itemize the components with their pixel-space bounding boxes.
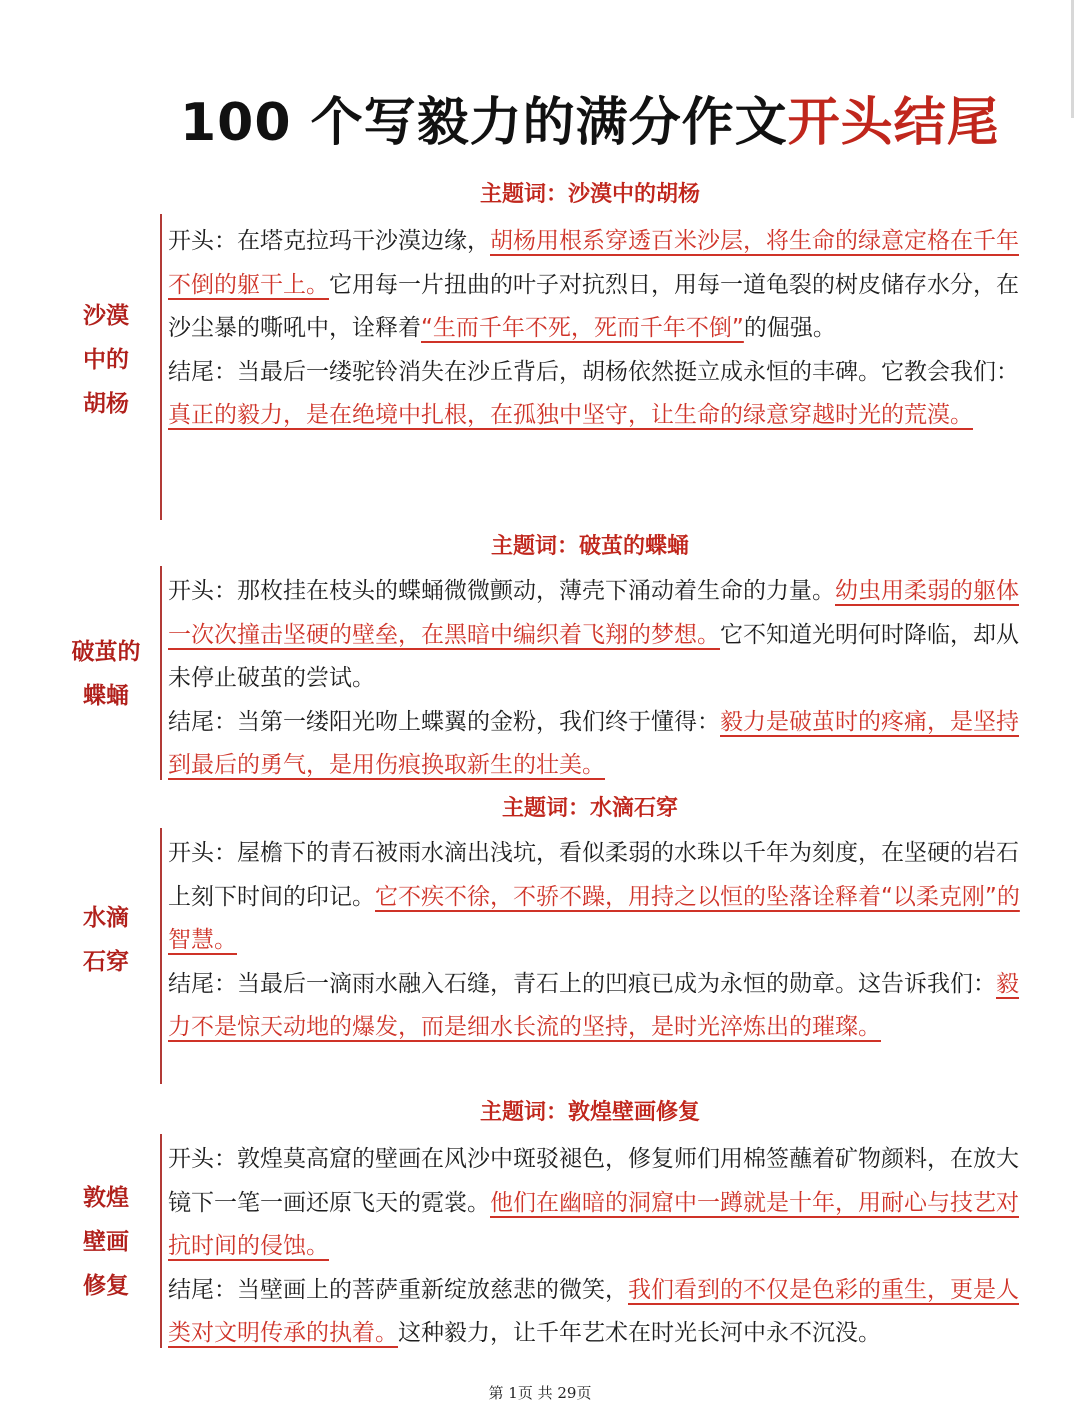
section-body <box>168 832 1020 1050</box>
opening-paragraph <box>168 832 1020 963</box>
opening-label: 开头： <box>168 578 237 604</box>
ending-paragraph <box>168 351 1020 438</box>
ending-text-after: 这种毅力，让千年艺术在时光长河中永不沉没。 <box>398 1320 881 1346</box>
section-body <box>168 220 1020 438</box>
opening-highlight: 幼虫用柔弱的躯体一次次撞击坚硬的壁垒，在黑暗中编织着飞翔的梦想。 <box>168 578 1019 648</box>
section-side-label <box>66 630 146 718</box>
theme-heading: 主题词：敦煌壁画修复 <box>479 1100 700 1125</box>
section-rail <box>160 566 162 780</box>
side-label-line: 中的 <box>83 347 129 373</box>
ending-label: 结尾： <box>168 708 237 735</box>
opening-label: 开头： <box>168 228 237 254</box>
side-label-line: 石穿 <box>83 949 129 975</box>
section-rail <box>160 1134 162 1348</box>
side-label-line: 破茧的 <box>71 639 141 665</box>
opening-highlight: 他们在幽暗的洞窟中一蹲就是十年，用耐心与技艺对抗时间的侵蚀。 <box>168 1189 1019 1259</box>
side-label-line: 沙漠 <box>83 303 129 329</box>
opening-text-after: 它不知道光明何时降临，却从未停止破茧的尝试。 <box>168 621 1019 691</box>
opening-highlight: 胡杨用根系穿透百米沙层，将生命的绿意定格在千年不倒的躯干上。 <box>168 228 1019 298</box>
section-side-label <box>66 1176 146 1308</box>
ending-paragraph <box>168 1269 1020 1356</box>
opening-highlight: 它不疾不徐，不骄不躁，用持之以恒的坠落诠释着“以柔克刚”的智慧。 <box>168 883 1020 953</box>
ending-highlight: 毅力是破茧时的疼痛，是坚持到最后的勇气，是用伤痕换取新生的壮美。 <box>168 708 1019 778</box>
section-side-label <box>66 294 146 426</box>
section-body <box>168 570 1020 788</box>
theme-heading: 主题词：沙漠中的胡杨 <box>479 182 700 207</box>
section-rail <box>160 828 162 1084</box>
opening-text-end: 的倔强。 <box>743 315 836 341</box>
side-label-line: 胡杨 <box>83 391 129 417</box>
ending-highlight: 真正的毅力，是在绝境中扎根，在孤独中坚守，让生命的绿意穿越时光的荒漠。 <box>168 402 973 428</box>
side-label-line: 水滴 <box>83 905 129 931</box>
section-side-label <box>66 896 146 984</box>
page-footer: 第 1页 共 29页 <box>488 1384 592 1402</box>
scrollbar[interactable] <box>1071 0 1074 118</box>
ending-text: 当最后一缕驼铃消失在沙丘背后，胡杨依然挺立成永恒的丰碑。它教会我们： <box>237 358 1019 385</box>
opening-label: 开头： <box>168 840 237 866</box>
side-label-line: 壁画 <box>83 1229 129 1255</box>
opening-highlight-quote: “生而千年不死，死而千年不倒” <box>421 315 744 341</box>
opening-text: 屋檐下的青石被雨水滴出浅坑，看似柔弱的水珠以千年为刻度，在坚硬的岩石上刻下时间的印记。 <box>168 840 1019 910</box>
ending-highlight: 我们看到的不仅是色彩的重生，更是人类对文明传承的执着。 <box>168 1276 1019 1346</box>
ending-label: 结尾： <box>168 358 237 385</box>
ending-label: 结尾： <box>168 970 237 997</box>
opening-text: 那枚挂在枝头的蝶蛹微微颤动，薄壳下涌动着生命的力量。 <box>237 578 835 604</box>
ending-paragraph <box>168 963 1020 1050</box>
theme-heading: 主题词：破茧的蝶蛹 <box>490 534 689 559</box>
opening-paragraph <box>168 570 1020 701</box>
opening-text-after: 它用每一片扭曲的叶子对抗烈日，用每一道龟裂的树皮储存水分，在沙尘暴的嘶吼中，诠释着 <box>168 271 1019 341</box>
title-main: 100 个写毅力的满分作文 <box>180 93 788 153</box>
side-label-line: 蝶蛹 <box>83 683 129 709</box>
ending-paragraph <box>168 701 1020 788</box>
ending-highlight: 毅力不是惊天动地的爆发，而是细水长流的坚持，是时光淬炼出的璀璨。 <box>168 970 1019 1040</box>
title-highlight: 开头结尾 <box>787 93 1000 153</box>
section-body <box>168 1138 1020 1356</box>
opening-label: 开头： <box>168 1146 237 1172</box>
side-label-line: 敦煌 <box>83 1185 129 1211</box>
ending-label: 结尾： <box>168 1276 237 1303</box>
opening-paragraph <box>168 1138 1020 1269</box>
page-title <box>180 80 1060 155</box>
opening-text: 在塔克拉玛干沙漠边缘， <box>237 228 490 254</box>
ending-text: 当最后一滴雨水融入石缝，青石上的凹痕已成为永恒的勋章。这告诉我们： <box>237 970 996 997</box>
ending-text: 当第一缕阳光吻上蝶翼的金粉，我们终于懂得： <box>237 708 720 735</box>
ending-text: 当壁画上的菩萨重新绽放慈悲的微笑， <box>237 1276 628 1303</box>
theme-heading: 主题词：水滴石穿 <box>501 796 678 821</box>
opening-paragraph <box>168 220 1020 351</box>
section-rail <box>160 214 162 520</box>
side-label-line: 修复 <box>83 1273 129 1299</box>
opening-text: 敦煌莫高窟的壁画在风沙中斑驳褪色，修复师们用棉签蘸着矿物颜料，在放大镜下一笔一画还原飞天的霓裳。 <box>168 1146 1019 1216</box>
